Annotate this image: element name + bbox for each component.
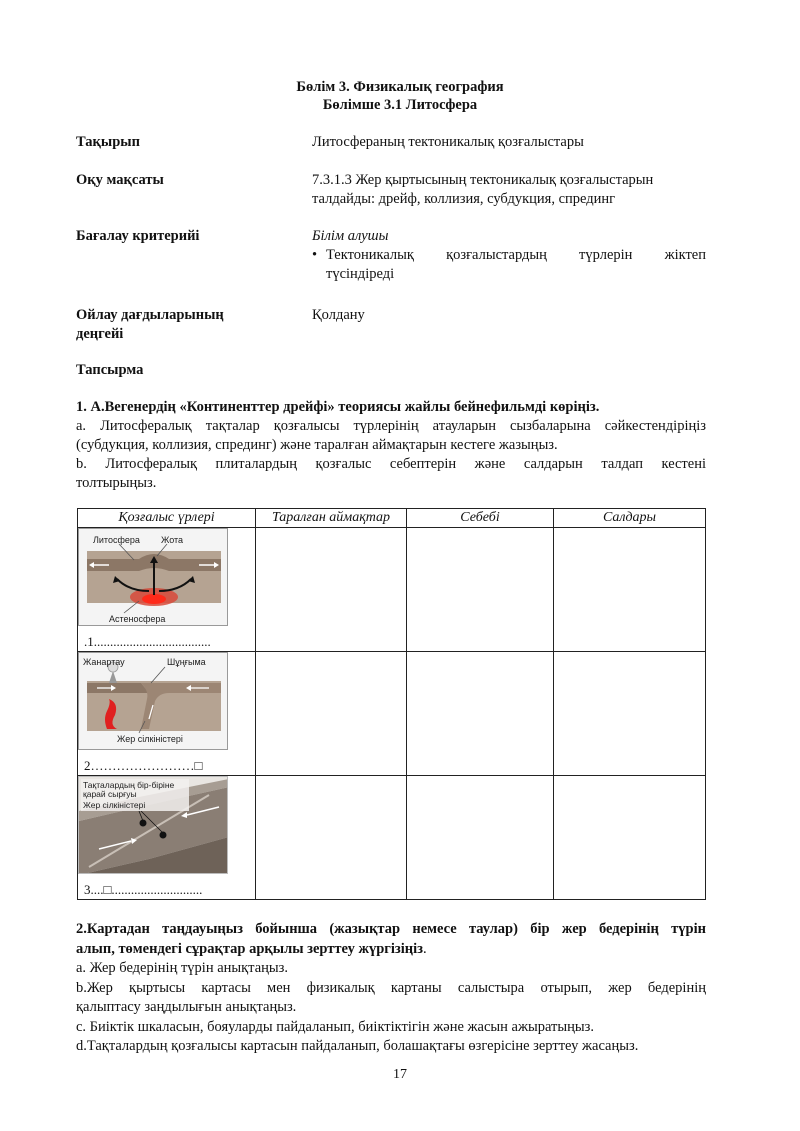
fig-label-earthquakes-3: Жер сілкіністері: [83, 800, 146, 810]
header-movement-types: Қозғалыс үрлері: [78, 509, 256, 528]
fig-label-volcano: Жанартау: [83, 657, 125, 667]
question-2: [76, 920, 706, 1057]
row-caption-2: 2……………………□: [84, 758, 203, 773]
regions-cell-3[interactable]: [256, 776, 407, 900]
goal-value: [312, 171, 706, 209]
subduction-figure-svg: [79, 653, 228, 750]
table-header-row: [78, 509, 706, 528]
criteria-label: Бағалау критерийі: [76, 228, 200, 244]
regions-cell-2[interactable]: [256, 652, 407, 776]
row-caption-3: 3....□............................: [84, 882, 203, 897]
thinking-label-line-2: деңгейі: [76, 326, 124, 342]
criteria-bullet: [312, 246, 706, 284]
spreading-figure-svg: [79, 529, 228, 626]
task-title: Тапсырма: [76, 362, 144, 378]
table-row: [78, 776, 706, 900]
transform-figure-svg: [79, 777, 228, 874]
row-caption-1: .1....................................: [84, 634, 211, 649]
q1-a-line-2: (субдукция, коллизия, спрединг) және таралған аймақтарын кестеге жазыңыз.: [76, 437, 558, 453]
q2-title-line-1: 2.Картадан таңдауыңыз бойынша (жазықтар немесе таулар) бір жер бедерінің түрін: [76, 921, 706, 937]
fig-label-trench: Шұңғыма: [167, 657, 206, 667]
goal-label: Оқу мақсаты: [76, 172, 164, 188]
movement-table: [77, 508, 706, 900]
section-title: Бөлім 3. Физикалық география: [296, 79, 504, 95]
q1-a-line-1: a. Литосфералық тақталар қозғалысы түрлерінің атауларын сызбаларына сәйкестендіріңіз: [76, 418, 706, 434]
subsection-title: Бөлімше 3.1 Литосфера: [322, 97, 478, 113]
fig-label-plates-line-2: қарай сырғуы: [83, 789, 137, 799]
consequence-cell-1[interactable]: [554, 528, 706, 652]
cause-cell-2[interactable]: [407, 652, 554, 776]
criteria-intro: Білім алушы: [312, 228, 389, 244]
thinking-value: Қолдану: [312, 307, 365, 323]
consequence-cell-3[interactable]: [554, 776, 706, 900]
q2-b-line-2: қалыптасу заңдылығын анықтаңыз.: [76, 999, 297, 1015]
criteria-bullet-line-1: • Тектоникалық қозғалыстардың түрлерін жіктеп: [326, 247, 706, 263]
q1-b-line-1: b. Литосфералық плиталардың қозғалыс себептерін және салдарын талдап кестені: [76, 456, 706, 472]
criteria-value: [312, 227, 706, 284]
cause-cell-3[interactable]: [407, 776, 554, 900]
header-cause: Себебі: [407, 509, 554, 528]
q2-c: c. Биіктік шкаласын, бояуларды пайдаланып, биіктіктігін және жасын ажыратыңыз.: [76, 1018, 594, 1035]
question-1: [76, 398, 706, 493]
subduction-diagram: [78, 652, 228, 750]
table-row: [78, 528, 706, 652]
q2-d: d.Тақталардың қозғалысы картасын пайдаланып, болашақтағы өзгерісіне зерттеу жасаңыз.: [76, 1038, 639, 1054]
section-header: [0, 78, 800, 114]
q2-a: a. Жер бедерінің түрін анықтаңыз.: [76, 960, 288, 976]
goal-line-1: 7.3.1.3 Жер қыртысының тектоникалық қозғалыстарын: [312, 172, 654, 188]
cause-cell-1[interactable]: [407, 528, 554, 652]
fig-label-earthquakes: Жер сілкіністері: [117, 734, 183, 744]
consequence-cell-2[interactable]: [554, 652, 706, 776]
fig-label-lithosphere: Литосфера: [93, 535, 140, 545]
fig-label-asthenosphere: Астеносфера: [109, 614, 166, 624]
movement-type-cell-1: [78, 528, 256, 652]
topic-value: Литосфераның тектоникалық қозғалыстары: [312, 134, 584, 150]
thinking-label-line-1: Ойлау дағдыларының: [76, 307, 224, 323]
q1-title: 1. А.Вегенердің «Континенттер дрейфі» теориясы жайлы бейнефильмді көріңіз.: [76, 399, 600, 415]
goal-line-2: талдайды: дрейф, коллизия, субдукция, спрединг: [312, 191, 616, 207]
q1-b-line-2: толтырыңыз.: [76, 475, 157, 491]
q2-title-line-2: алып, төмендегі сұрақтар арқылы зерттеу жүргізіңіз.: [76, 940, 427, 957]
transform-diagram: [78, 776, 228, 874]
criteria-bullet-line-2: түсіндіреді: [326, 266, 395, 282]
page-number: 17: [393, 1067, 407, 1082]
fig-label-ridge: Жота: [161, 535, 184, 545]
movement-type-cell-3: [78, 776, 256, 900]
regions-cell-1[interactable]: [256, 528, 407, 652]
fig-label-plates-line-1: Тақталардың бір-біріне: [83, 780, 175, 790]
header-regions: Таралған аймақтар: [256, 509, 407, 528]
table-row: [78, 652, 706, 776]
movement-type-cell-2: [78, 652, 256, 776]
q2-b-line-1: b.Жер қыртысы картасы мен физикалық картаны салыстыра отырып, жер бедерінің: [76, 979, 706, 996]
topic-label: Тақырып: [76, 134, 140, 150]
thinking-label: [76, 306, 296, 344]
spreading-diagram: [78, 528, 228, 626]
header-consequence: Салдары: [554, 509, 706, 528]
